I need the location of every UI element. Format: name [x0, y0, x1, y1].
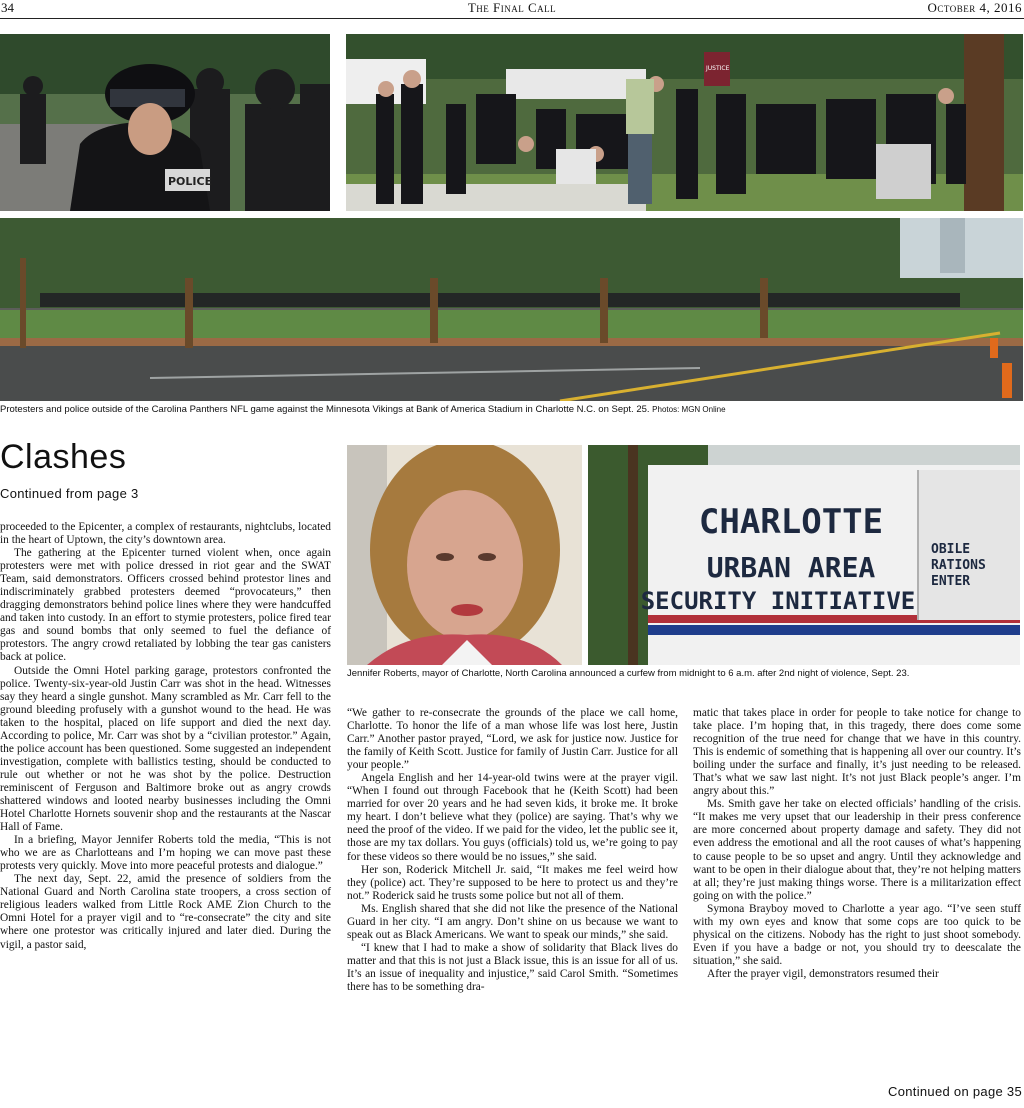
paragraph: Angela English and her 14-year-old twins were at the prayer vigil. “When I found out through Facebook that he (Keith Scott) had been married for over 20 years and he had seven kids, it broke me. It broke my heart. I don’t believe what they (police) are saying. That’s why we need the proof of the video. If we paid for the video, let the public see it, those are my tax dollars. You guys (officials) told us, we’re going to pay for these videos so there would be no issues,” she said. [347, 772, 678, 863]
paragraph: Symona Brayboy moved to Charlotte a year ago. “I’ve seen stuff with my own eyes and know that some cops are too quick to be physical on the citizens. Nobody has the right to just shoot somebody. Even if you have a badge or not, you should try to deescalate the situation,” she said. [693, 902, 1021, 967]
security-truck-photo [588, 445, 1020, 665]
truck-line-2: URBAN AREA [706, 551, 876, 584]
paragraph: Her son, Roderick Mitchell Jr. said, “It makes me feel weird how they (police) act. They’re supposed to be here to protect us and they’re not.” Roderick said he trusts some police but not all of them. [347, 863, 678, 902]
paragraph: matic that takes place in order for people to take notice for change to take place. I’m hoping that, in this tragedy, there does come some recognition of the true need for change that we have in this country. This is endemic of something that is happening all over our country. It’s boiling under the surface and finally, it’s just needing to be released. That’s what we saw last night. It’s not just Black people’s anger. I’m angry about this.” [693, 707, 1021, 798]
article-column-3 [693, 707, 1021, 981]
paragraph: proceeded to the Epicenter, a complex of restaurants, nightclubs, located in the heart of Uptown, the city’s downtown area. [0, 521, 331, 547]
article-column-1 [0, 521, 331, 952]
truck-side-line-2: RATIONS [931, 558, 986, 573]
paragraph: The next day, Sept. 22, amid the presence of soldiers from the National Guard and North Carolina state troopers, a cross section of religious leaders walked from Little Rock AME Zion Church to the Omni Hotel for a prayer vigil and to “re-consecrate” the city and site where one protestor was critically injured and later died. During the vigil, a pastor said, [0, 873, 331, 951]
article-column-2 [347, 707, 678, 994]
continued-on-label: Continued on page 35 [888, 1084, 1022, 1099]
paragraph: The gathering at the Epicenter turned violent when, once again protesters were met with police dressed in riot gear and the SWAT Team, said demonstrators. Officers crossed behind protestor lines and indiscriminately grabbed protesters deemed “provocateurs,” then dragging demonstrators behind police lines where they were handcuffed and taken into custody. In an effort to stymie protesters, police fired tear gas and sound bombs that only seemed to fuel the defiance of protestors. The angry crowd retaliated by lobbing the tear gas canisters back at police. [0, 547, 331, 664]
page-header [0, 0, 1024, 19]
paragraph: Ms. English shared that she did not like the presence of the National Guard in her city. “I am angry. Don’t shine on us because we want to speak out as Black Americans. We want to speak our minds,” she said. [347, 902, 678, 941]
photo-credit: Photos: MGN Online [652, 405, 726, 414]
paragraph: After the prayer vigil, demonstrators resumed their [707, 967, 939, 980]
truck-side-line-3: ENTER [931, 574, 971, 589]
article-headline: Clashes [0, 438, 127, 476]
mayor-portrait-photo [347, 445, 582, 665]
truck-line-1: CHARLOTTE [698, 502, 884, 542]
top-photo-caption [0, 404, 1023, 416]
truck-line-3: SECURITY INITIATIVE [640, 587, 916, 615]
truck-side-line-1: OBILE [931, 542, 971, 557]
continued-from-label: Continued from page 3 [0, 486, 139, 501]
paragraph: In a briefing, Mayor Jennifer Roberts told the media, “This is not who we are as Charlotteans and I’m hoping we can move past these protests very quickly. Move into more peaceful protests and dialogue.” [0, 834, 331, 873]
top-caption-text: Protesters and police outside of the Carolina Panthers NFL game against the Minnesota Vikings at Bank of America Stadium in Charlotte N.C. on Sept. 25. [0, 404, 650, 415]
paragraph: Ms. Smith gave her take on elected officials’ handling of the crisis. “It makes me very upset that our leadership in their press conference are more concerned about property damage and safety. They did not even address the emotional and all the root causes of what’s happening to cause people to be so upset and angry. Until they acknowledge and want to be open in their dialogue about that, they’re not helping matters at all; they’re just making things worse. There is a militarization effect going on with the police.” [693, 798, 1021, 902]
issue-date: October 4, 2016 [927, 0, 1022, 15]
publication-name: The Final Call [467, 0, 557, 15]
paragraph: Outside the Omni Hotel parking garage, protestors confronted the police. Twenty-six-year-old Justin Carr was shot in the head. Witnesses say they heard a single gunshot. Many scrambled as Mr. Carr fell to the ground bleeding profusely with a gunshot wound to the head. He was taken to the hospital, placed on life support and died the next day. According to police, Mr. Carr was shot by a “civilian protestor.” Again, the police account has been questioned. Some suggested an independent investigation, complete with ballistics testing, should be conducted to rule out whether or not he was shot by the police. Destruction reminiscent of Ferguson and Baltimore broke out as angry crowds shattered windows and looted nearby businesses including the Omni Hotel Charlotte Hornets souvenir shop and the restaurants at the Nascar Hall of Fame. [0, 664, 331, 834]
paragraph: “We gather to re-consecrate the grounds of the place we call home, Charlotte. To honor the life of a man whose life was lost here, Justin Carr.” Another pastor prayed, “Lord, we ask for justice now. Justice for the family of Keith Scott. Justice for family of Justin Carr. Justice for all your people.” [347, 707, 678, 772]
police-line-panorama [0, 218, 1023, 401]
paragraph: “I knew that I had to make a show of solidarity that Black lives do matter and that this is not just a Black issue, this is an issue for all of us. It’s an issue of inequality and injustice,” said Carol Smith. “Sometimes there has to be something dra- [347, 941, 678, 993]
riot-police-photo [0, 34, 330, 211]
page-number: 34 [1, 0, 14, 15]
protesters-sitting-photo [346, 34, 1023, 211]
police-patch-text: POLICE [168, 175, 213, 188]
protest-sign-text: JUSTICE [706, 65, 730, 72]
mayor-photo-caption: Jennifer Roberts, mayor of Charlotte, North Carolina announced a curfew from midnight to 6 a.m. after 2nd night of violence, Sept. 23. [347, 668, 910, 679]
